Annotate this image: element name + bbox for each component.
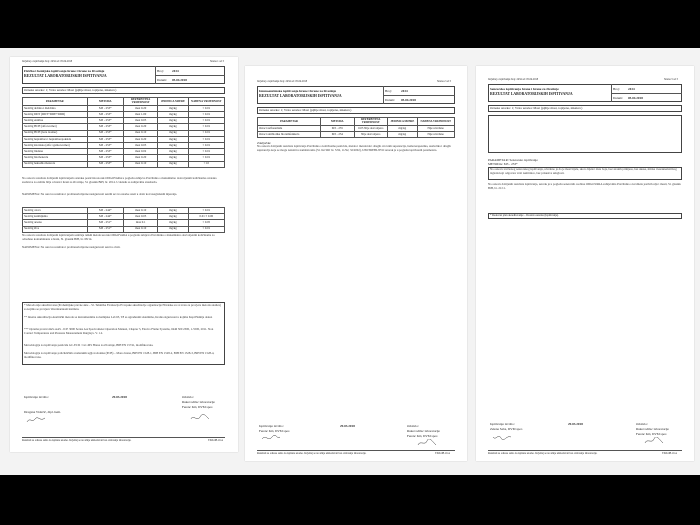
bottom-black-border (0, 475, 700, 525)
report-page-3 (476, 66, 694, 461)
table-row: Suoblig klordana (alfa i gama izomer) M3 - 253* max 0.05 mg/kg < 0.01 (23, 142, 225, 148)
sensory-conclusion: Na osnovu dobijenih rezultata ispitivanja, uzorak je u pogledu senzornih osobina ODGOVARA zahtjevima Pravilnika o kvalitetu jestivih ulja i masti, Sl. glasnik BiH, br. 21/11. (488, 182, 681, 190)
number-label: Broj: (385, 89, 392, 93)
signature-icon (417, 439, 437, 447)
table-row: Ostaci sulfonamida M3 - 255 0.05 Nije dozvoljeno mg/kg Nije utvrđeno (258, 125, 455, 131)
table-row: Suoblig HCH (alfa izomer) M3 - 253* max 0.20 mg/kg < 0.01 (23, 124, 225, 130)
table-row: Suoblig arsena M3 - 251* max 0.1 mg/kg < 0.05 (23, 220, 225, 226)
date-label: Datum: (385, 98, 395, 102)
metals-note: NAPOMENA: Na osnovu rezultata i prošireneh mjerne nesigurnosti uzeti u obzir. (22, 245, 121, 249)
empty-results-box (488, 115, 682, 153)
methods-footnote-3: *** Oprema proizvođača AAS - ICE 3000 Series AA Spectrometer Operation Manual, Chapter 5, Electro Flame Systems, 0446 500 2300, 1-5500, 2011. Non Contact Temperature and Pressure Measurement Rurgleys. V. 1.2. (24, 327, 214, 335)
signature-icon (644, 437, 664, 445)
approved-by-title: Rukovodilac laboratorije (407, 429, 440, 433)
approved-by-label: Odobrio: (636, 422, 648, 426)
number-label: Broj: (157, 69, 164, 73)
top-black-border (0, 0, 700, 48)
tested-by-name: Dragana Vidačić, dipl. hem. (24, 410, 61, 414)
metals-conclusion: Na osnovu rezultata dobijenih ispitivanjem sadržaja teških metala uzorak ODGOVARA u pogledu zahtjeva Pravilnika o maksimalno dozvoljenim količinama za određene kontaminante u hrani, Sl. glasnik BiH, br. 68/14. (22, 233, 215, 241)
sign-date: 29.03.2018 (340, 424, 355, 428)
method-label: METODA: M3 - 253* (488, 162, 518, 166)
col-reference: REFERENTNA VRIJEDNOST (354, 118, 387, 126)
metals-results-table (22, 207, 225, 233)
report-title: REZULTAT LABORATORIJSKIH ISPITIVANJA (259, 94, 342, 98)
page-header-small: Izvještaj o ispitivanju broj: 2434 od: 05.04.2018 (488, 78, 538, 81)
sample-description: Oznaka uzorka: 1; Vrsta uzorka: Mast (pijlije mast, topljena, nikakvo) (490, 106, 583, 110)
number-label: Broj: (613, 87, 620, 91)
antibiotics-results-table (257, 117, 455, 138)
institution-subtitle: Imunoenzimska ispitivanja hrane i hrane za životinje (259, 89, 337, 93)
table-row: Suoblig lindana M3 - 253* max 0.02 mg/kg < 0.01 (23, 149, 225, 155)
sign-date: 29.03.2018 (568, 422, 583, 426)
conclusion-text: Na osnovu dobijenih rezultata ispitivanja Pravilnika o količinama pesticida, metala i metaloida i drugih otrovnih supstancija, hemoterapeutika, anabolika i drugih supstancija koje se mogu nalaziti u namirnicama (Sl. list SRJ br. 5/92, 11/92, 32/2002), UPOTREBLJIVO uzorak je u pogledu ispitivanih parametara. (257, 144, 451, 152)
col-found: NAĐENA VRIJEDNOST (188, 98, 224, 106)
table-row: Suoblig endrina M3 - 253* max 0.05 mg/kg < 0.01 (23, 118, 225, 124)
col-method: METODA (321, 118, 354, 126)
footer-code: TIM-OB.10.A (435, 452, 450, 455)
tested-by-label: Ispitivanje izvršio: (490, 422, 515, 426)
signature-icon (261, 434, 281, 442)
date-label: Datum: (613, 96, 623, 100)
table-row: Suoblig heksahlorbenzola M3 - 253* max 0.10 mg/kg < 10 (23, 161, 225, 167)
report-title: REZULTAT LABORATORIJSKIH ISPITIVANJA (490, 92, 573, 96)
pesticide-conclusion: Na osnovu rezultata dobijenih ispitivanjem ostataka pesticida uzorak ODGOVARA u pogledu zahtjeva Pravilnika o maksimalno dozvoljenim količinama ostataka sredstava za zaštitu bilja u hrani i hrani za životinje, Sl. glasnik BiH, br. 2014. U skladu sa zahtjevima standarda. (22, 176, 217, 184)
approved-by-name: Ferenc Kiš, DVM spec. (636, 432, 668, 436)
number-value: 2434 (628, 87, 635, 91)
report-page-2 (245, 66, 467, 461)
approved-by-name: Ferenc Kiš, DVM spec. (182, 405, 214, 409)
sample-description: Oznaka uzorka: 1; Vrsta uzorka: Mast (pijlije mast, topljena, nikakvo) (259, 108, 352, 112)
report-page-1 (10, 57, 238, 452)
approved-by-title: Rukovodilac laboratorije (182, 400, 215, 404)
methods-footnote-2: ** Interna Akreditacija Analitički metoda sa instrumentima za hemijska Lab 63, T8 sa ugrađenim sistemima, Kratka sigurnosni u kojima Kapi Hemija dokaz (24, 315, 213, 319)
col-unit: JEDINICA MJERE (158, 98, 188, 106)
number-value: 2434 (401, 89, 408, 93)
date-value: 05.04.2018 (628, 96, 643, 100)
table-row: Suoblig hlorbenzola M3 - 253* max 0.20 mg/kg < 0.01 (23, 155, 225, 161)
footer-note: Rezultati se odnose samo na ispitane uzorke. Izvještaj se ne smije umnožavati bez odobrenja laboratorije. (257, 452, 367, 455)
table-row: Suoblig aldrina i dieldrina M3 - 253* max 0.20 mg/kg < 0.01 (23, 105, 225, 111)
table-row: Suoblig žive M3 - 251* max 0.10 mg/kg < 0.01 (23, 226, 225, 232)
footer-code: TIM-OB.10.A (662, 452, 677, 455)
signature-icon (492, 433, 512, 441)
table-row: Suoblig HCH (beta izomer) M3 - 253* max 0.10 mg/kg < 0.01 (23, 130, 225, 136)
footer-note: Rezultati se odnose samo na ispitane uzorke. Izvještaj se ne smije umnožavati bez odobrenja laboratorije. (488, 452, 598, 455)
footer-code: TIM-OB.10.A (208, 439, 223, 442)
pesticide-note: NAPOMENA: Na osnovu rezultata i prošireneh mjerne nesigurnosti uzetih uz sva uzorke uzeti u obzir kod usaglašenih mjerenja. (22, 192, 178, 196)
col-reference: REFERENTNA VRIJEDNOST (123, 98, 157, 106)
page-header-small: Izvještaj o ispitivanju broj: 2434 od: 05.04.2018 (257, 80, 307, 83)
signature-icon (26, 416, 46, 424)
tested-by-name: Ferenc Kiš, DVM spec. (259, 429, 291, 433)
footnote-star: * Redovan plan akreditovanje – Dostava uzorka (Ispitivanje). (490, 214, 559, 217)
tested-by-label: Ispitivanje izvršio: (24, 395, 49, 399)
report-title: REZULTAT LABORATORIJSKIH ISPITIVANJA (24, 74, 107, 78)
approved-by-label: Odobrio: (182, 395, 194, 399)
sample-description: Oznaka uzorka: 1; Vrsta uzorka: Mast (pijlije mast, topljena, nikakvo) (24, 88, 117, 92)
methods-footnote-4: Metodologija za ispitivanja pesticida GC-ECD / GC-MS Hrana za životinje, BIH EN 15741, modifikovana. (24, 343, 154, 347)
pesticide-results-table (22, 97, 225, 168)
approved-by-label: Odobrio: (407, 424, 419, 428)
page-number: Strana 2 od 3 (437, 80, 451, 83)
page-number: Strana 1 od 3 (210, 60, 224, 63)
signature-icon (190, 414, 210, 422)
approved-by-name: Ferenc Kiš, DVM spec. (407, 434, 439, 438)
page-header-small: Izvještaj o ispitivanju broj: 2434 od: 05.04.2018 (22, 60, 72, 63)
methods-footnote-1: * Metoda nije akreditovana (Prohemijske pravne akte – Sl. Tehnička Evaluacija Evropske akreditacije organizacije Hrvatske za sv.vrata za provjeru metoda analiza) sa kojima se provjeru Veterinarskom institutu. (24, 303, 221, 311)
table-row: Suoblig DDT (DDT+DDE+DDD) M3 - 253* max 1.00 mg/kg < 0.01 (23, 112, 225, 118)
table-row: Ostaci antibiotika hloramfenikola M3 - 254 Nije dozvoljeno mg/kg Nije utvrđeno (258, 132, 455, 138)
parameter-label: PARAMETAR: Senzorsko ispitivanje (488, 158, 538, 162)
date-value: 05.04.2018 (401, 98, 416, 102)
col-found: NAĐENA VRIJEDNOST (417, 118, 454, 126)
col-parameter: PARAMETAR (23, 98, 88, 106)
institution-subtitle: Senzorska ispitivanja hrane i hrane za životinje (490, 87, 559, 91)
footer-note: Rezultati se odnose samo na ispitane uzorke. Izvještaj se ne smije umnožavati bez odobrenja laboratorije. (22, 439, 132, 442)
table-row: Suoblig heptahlora i heptahlorepoksida M3 - 253* max 0.20 mg/kg < 0.01 (23, 136, 225, 142)
col-method: METODA (87, 98, 123, 106)
methods-footnote-5: Metodologija za ispitivanje policikličnih aromatskih ugljovodonika (PCB) – Mono hrana, BIH EN 1528-1, BIH EN 1528-2, BIH EN 1528-3, BIH EN 1528-4, modifikovana. (24, 351, 215, 359)
approved-by-title: Rukovodilac laboratorije (636, 427, 669, 431)
institution-subtitle: Fizička i hemijska ispitivanja hrane i hrane za životinje (24, 69, 105, 73)
table-row: Suoblig olova M3 - 244* max 0.10 mg/kg < 0.01 (23, 208, 225, 214)
tested-by-label: Ispitivanje izvršio: (259, 424, 284, 428)
sign-date: 29.03.2018 (112, 395, 127, 399)
sensory-findings: Na osnovu izvršenog senzorskog ispitivanja, utvrđeno je da je mast bijele, skoro bijele i žute boje, bez stranih primjesa, bez ukusa, mirisa i karakterističnog izgleda koji odgovara vrsti namirnice, bez prisustva užeglosti. (490, 167, 677, 175)
conclusion-label: Zaključak: (257, 141, 272, 145)
date-value: 05.04.2018 (172, 78, 187, 82)
tested-by-name: Zelena Saba, DVM spec. (490, 427, 524, 431)
table-row: Suoblig kadmijuma M3 - 244* max 0.05 mg/kg 0.01 ± 0.00 (23, 214, 225, 220)
col-parameter: PARAMETAR (258, 118, 321, 126)
date-label: Datum: (157, 78, 167, 82)
col-unit: JEDINICA MJERE (388, 118, 418, 126)
number-value: 2434 (172, 69, 179, 73)
page-number: Strana 3 od 3 (664, 78, 678, 81)
